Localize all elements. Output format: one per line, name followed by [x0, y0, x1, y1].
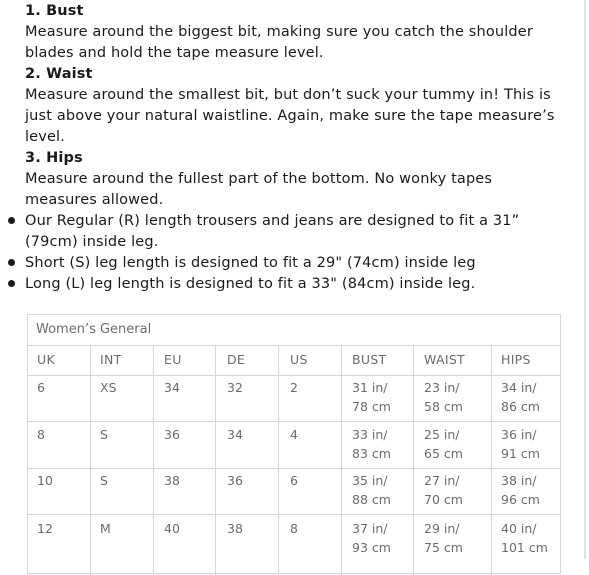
- hips-instructions-line-1: Measure around the fullest part of the bottom. No wonky tapes: [25, 171, 493, 187]
- eu-size-cell: 34: [164, 380, 180, 395]
- waist-instructions-line-2: just above your natural waistline. Again, make sure the tape measure’s: [25, 108, 555, 124]
- table-divider: [28, 514, 560, 515]
- waist-instructions-line-3: level.: [25, 129, 65, 145]
- bust-inches-cell: 33 in/: [352, 427, 388, 442]
- short-length-note: Short (S) leg length is designed to fit a 29" (74cm) inside leg: [25, 255, 476, 271]
- bullet-icon: [8, 217, 15, 224]
- bust-instructions-line-1: Measure around the biggest bit, making sure you catch the shoulder: [25, 24, 533, 40]
- int-size-cell: S: [100, 427, 108, 442]
- uk-size-cell: 6: [37, 380, 45, 395]
- column-header-uk: UK: [37, 352, 55, 367]
- eu-size-cell: 36: [164, 427, 180, 442]
- waist-cm-cell: 65 cm: [424, 446, 463, 461]
- hips-inches-cell: 36 in/: [501, 427, 537, 442]
- table-divider: [278, 345, 279, 575]
- bust-inches-cell: 37 in/: [352, 521, 388, 536]
- bust-cm-cell: 93 cm: [352, 540, 391, 555]
- waist-cm-cell: 75 cm: [424, 540, 463, 555]
- hips-inches-cell: 40 in/: [501, 521, 537, 536]
- hips-inches-cell: 38 in/: [501, 473, 537, 488]
- us-size-cell: 8: [290, 521, 298, 536]
- table-divider: [90, 345, 91, 575]
- column-header-int: INT: [100, 352, 122, 367]
- bullet-icon: [8, 280, 15, 287]
- table-divider: [153, 345, 154, 575]
- table-divider: [341, 345, 342, 575]
- uk-size-cell: 10: [37, 473, 53, 488]
- column-header-waist: WAIST: [424, 352, 465, 367]
- us-size-cell: 2: [290, 380, 298, 395]
- hips-cm-cell: 96 cm: [501, 492, 540, 507]
- hips-cm-cell: 91 cm: [501, 446, 540, 461]
- uk-size-cell: 12: [37, 521, 53, 536]
- table-divider: [28, 421, 560, 422]
- hips-cm-cell: 86 cm: [501, 399, 540, 414]
- de-size-cell: 32: [227, 380, 243, 395]
- size-table: [27, 314, 561, 574]
- table-divider: [413, 345, 414, 575]
- int-size-cell: M: [100, 521, 111, 536]
- de-size-cell: 38: [227, 521, 243, 536]
- bust-inches-cell: 35 in/: [352, 473, 388, 488]
- table-divider: [28, 345, 560, 346]
- hips-cm-cell: 101 cm: [501, 540, 548, 555]
- waist-instructions-line-1: Measure around the smallest bit, but don’t suck your tummy in! This is: [25, 87, 551, 103]
- waist-heading: 2. Waist: [25, 66, 93, 82]
- bust-inches-cell: 31 in/: [352, 380, 388, 395]
- regular-length-note-line-2: (79cm) inside leg.: [25, 234, 159, 250]
- eu-size-cell: 40: [164, 521, 180, 536]
- us-size-cell: 4: [290, 427, 298, 442]
- column-header-eu: EU: [164, 352, 182, 367]
- bust-instructions-line-2: blades and hold the tape measure level.: [25, 45, 324, 61]
- de-size-cell: 36: [227, 473, 243, 488]
- table-divider: [28, 468, 560, 469]
- us-size-cell: 6: [290, 473, 298, 488]
- hips-heading: 3. Hips: [25, 150, 83, 166]
- waist-inches-cell: 25 in/: [424, 427, 460, 442]
- column-header-de: DE: [227, 352, 246, 367]
- bust-cm-cell: 83 cm: [352, 446, 391, 461]
- bust-heading: 1. Bust: [25, 3, 84, 19]
- table-divider: [491, 345, 492, 575]
- waist-inches-cell: 29 in/: [424, 521, 460, 536]
- eu-size-cell: 38: [164, 473, 180, 488]
- hips-inches-cell: 34 in/: [501, 380, 537, 395]
- int-size-cell: XS: [100, 380, 117, 395]
- long-length-note: Long (L) leg length is designed to fit a 33" (84cm) inside leg.: [25, 276, 476, 292]
- waist-cm-cell: 58 cm: [424, 399, 463, 414]
- bust-cm-cell: 88 cm: [352, 492, 391, 507]
- column-header-bust: BUST: [352, 352, 387, 367]
- de-size-cell: 34: [227, 427, 243, 442]
- hips-instructions-line-2: measures allowed.: [25, 192, 164, 208]
- waist-inches-cell: 23 in/: [424, 380, 460, 395]
- bust-cm-cell: 78 cm: [352, 399, 391, 414]
- table-divider: [215, 345, 216, 575]
- right-divider: [584, 0, 586, 559]
- column-header-us: US: [290, 352, 308, 367]
- size-table-title: Women’s General: [36, 322, 152, 337]
- bullet-icon: [8, 259, 15, 266]
- column-header-hips: HIPS: [501, 352, 531, 367]
- table-divider: [28, 375, 560, 376]
- uk-size-cell: 8: [37, 427, 45, 442]
- waist-cm-cell: 70 cm: [424, 492, 463, 507]
- regular-length-note-line-1: Our Regular (R) length trousers and jeans are designed to fit a 31”: [25, 213, 520, 229]
- int-size-cell: S: [100, 473, 108, 488]
- waist-inches-cell: 27 in/: [424, 473, 460, 488]
